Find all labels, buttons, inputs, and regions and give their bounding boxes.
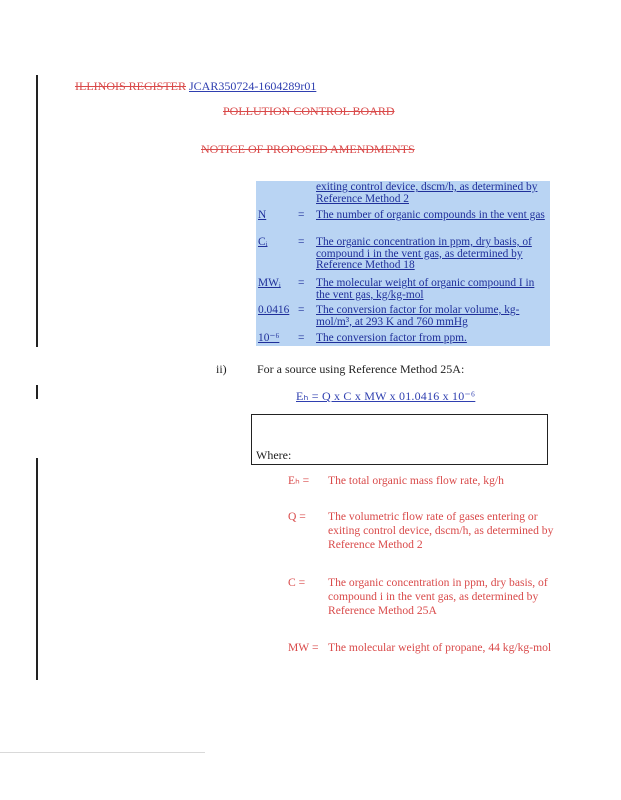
where-box: [251, 414, 548, 465]
deleted-definition-symbol: C =: [288, 576, 306, 589]
definition-text: The number of organic compounds in the vent gas: [316, 209, 545, 221]
definition-row: [256, 210, 550, 234]
definition-text: The conversion factor from ppm.: [316, 332, 467, 344]
register-struck-text: ILLINOIS REGISTER: [75, 79, 186, 93]
deleted-definition-text: The organic concentration in ppm, dry basis, of compound i in the vent gas, as determined by Reference Method 25A: [328, 576, 548, 617]
definition-row: [256, 182, 550, 206]
deleted-definition: [288, 510, 558, 554]
deleted-definition-text: The total organic mass flow rate, kg/h: [328, 474, 504, 487]
deleted-definition: [288, 576, 558, 620]
deleted-definition: [288, 641, 558, 671]
definition-text: The conversion factor for molar volume, kg-mol/m³, at 293 K and 760 mmHg: [316, 304, 520, 328]
equals-sign: =: [298, 209, 305, 221]
change-bar: [36, 75, 38, 347]
definition-symbol: N: [258, 209, 267, 221]
deleted-definition-text: The molecular weight of propane, 44 kg/kg-mol: [328, 641, 552, 654]
deleted-definition-symbol: Q =: [288, 510, 306, 523]
definition-row: [256, 305, 550, 329]
deleted-definition-symbol: Eₕ =: [288, 474, 310, 487]
definition-symbol: MWᵢ: [258, 277, 281, 289]
where-label: Where:: [256, 448, 292, 462]
definition-text: The organic concentration in ppm, dry basis, of compound i in the vent gas, as determined by Reference Method 18: [316, 236, 532, 272]
item-text: For a source using Reference Method 25A:: [257, 362, 465, 376]
definition-row: [256, 278, 550, 302]
scan-artifact: [0, 752, 205, 753]
equals-sign: =: [298, 332, 305, 344]
definition-text: exiting control device, dscm/h, as determined by Reference Method 2: [316, 181, 538, 205]
equation: Eₕ = Q x C x MW x 01.0416 x 10⁻⁶: [296, 389, 476, 403]
change-bar: [36, 458, 38, 680]
definition-symbol: 10⁻⁶: [258, 332, 280, 344]
equals-sign: =: [298, 277, 305, 289]
equals-sign: =: [298, 304, 305, 316]
inserted-definitions-box: [256, 181, 550, 346]
definition-row: [256, 237, 550, 273]
deleted-definition-symbol: MW =: [288, 641, 319, 654]
register-header: [75, 79, 316, 94]
deleted-definition: [288, 474, 558, 490]
notice-header: NOTICE OF PROPOSED AMENDMENTS: [201, 142, 415, 156]
board-header: POLLUTION CONTROL BOARD: [223, 104, 395, 118]
definition-text: The molecular weight of organic compound I in the vent gas, kg/kg-mol: [316, 277, 535, 301]
item-number: ii): [216, 362, 227, 376]
definition-row: [256, 333, 550, 345]
equals-sign: =: [298, 236, 305, 248]
deleted-definition-text: The volumetric flow rate of gases entering or exiting control device, dscm/h, as determined by Reference Method 2: [328, 510, 554, 551]
register-code: JCAR350724-1604289r01: [189, 79, 317, 93]
definition-symbol: Cᵢ: [258, 236, 268, 248]
definition-symbol: 0.0416: [258, 304, 290, 316]
change-bar: [36, 385, 38, 399]
